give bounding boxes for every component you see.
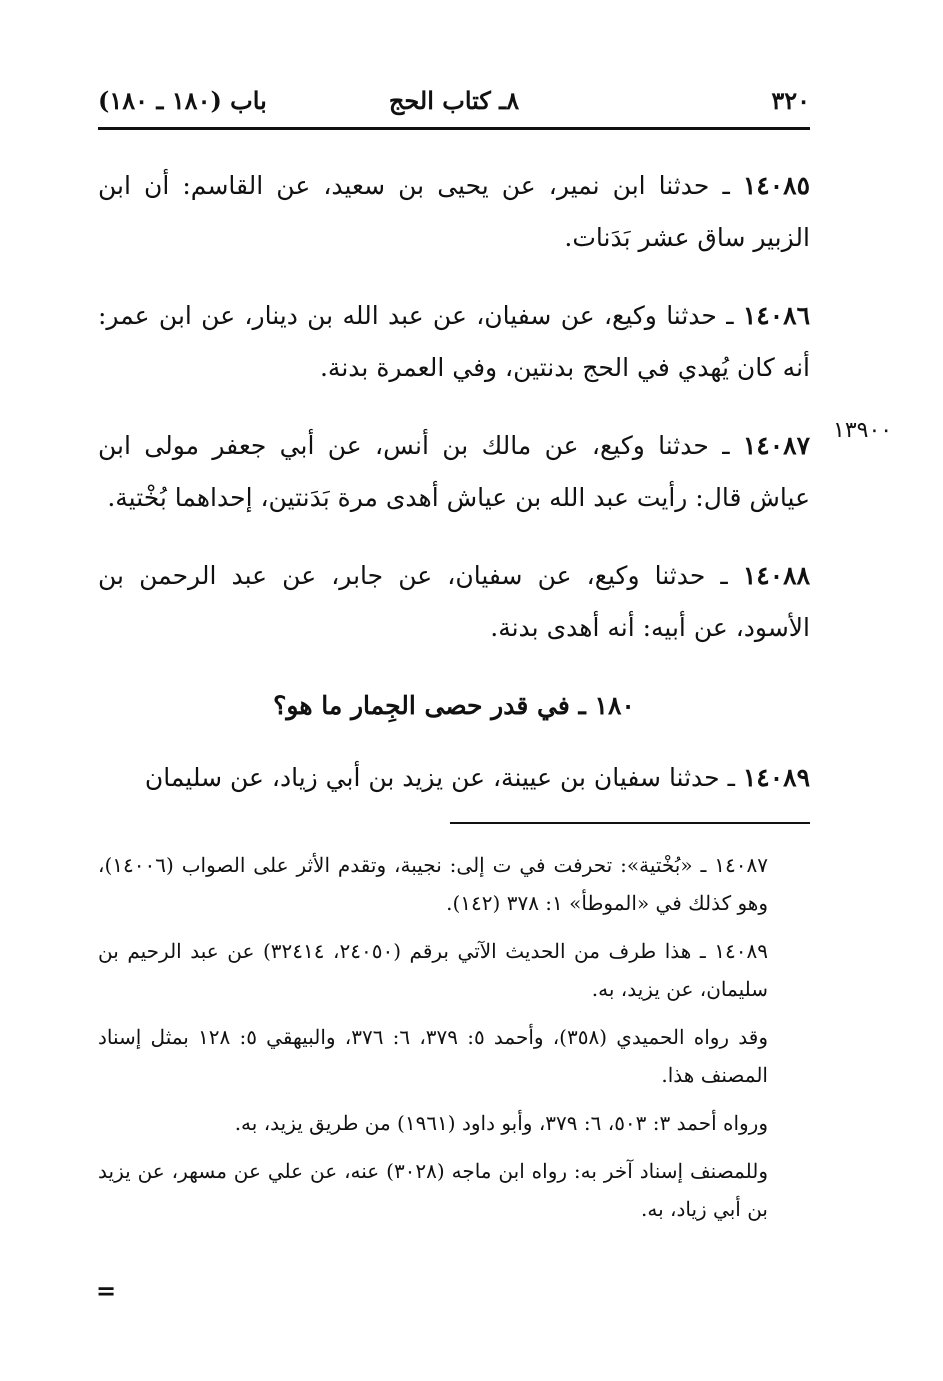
margin-number: ١٣٩٠٠ — [833, 418, 893, 443]
hadith-entry — [98, 550, 810, 654]
chapter-range: باب (١٨٠ ـ ١٨٠) — [98, 86, 267, 115]
footnotes — [98, 846, 810, 1238]
book-title: ٨ـ كتاب الحج — [388, 86, 520, 115]
hadith-text: ـ حدثنا سفيان بن عيينة، عن يزيد بن أبي زياد، عن سليمان — [144, 763, 743, 792]
footnote: ١٤٠٨٩ ـ هذا طرف من الحديث الآتي برقم (٢٤٠٥٠، ٣٢٤١٤) عن عبد الرحيم بن سليمان، عن يزيد، به. — [98, 939, 769, 1001]
hadith-text: ـ حدثنا وكيع، عن سفيان، عن عبد الله بن دينار، عن ابن عمر: أنه كان يُهدي في الحج بدنتين، وفي العمرة بدنة. — [98, 301, 810, 382]
footnote: وللمصنف إسناد آخر به: رواه ابن ماجه (٣٠٢٨) عنه، عن علي عن مسهر، عن يزيد بن أبي زياد، به. — [98, 1159, 768, 1221]
hadith-text: ـ حدثنا وكيع، عن سفيان، عن جابر، عن عبد الرحمن بن الأسود، عن أبيه: أنه أهدى بدنة. — [98, 561, 810, 642]
footnote: ورواه أحمد ٣: ٥٠٣، ٦: ٣٧٩، وأبو داود (١٩٦١) من طريق يزيد، به. — [234, 1111, 768, 1135]
hadith-number: ١٤٠٨٩ — [742, 763, 810, 792]
page-number: ٣٢٠ — [771, 86, 810, 115]
footnote: ١٤٠٨٧ ـ «بُخْتية»: تحرفت في ت إلى: نجيبة، وتقدم الأثر على الصواب (١٤٠٠٦)، وهو كذلك في «الموطأ» ١: ٣٧٨ (١٤٢). — [98, 853, 768, 915]
hadith-text: ـ حدثنا وكيع، عن مالك بن أنس، عن أبي جعفر مولى ابن عياش قال: رأيت عبد الله بن عياش أهدى مرة بَدَنتين، إحداهما بُخْتية. — [98, 431, 810, 512]
continuation-mark: = — [96, 1276, 117, 1305]
hadith-text: ـ حدثنا ابن نمير، عن يحيى بن سعيد، عن القاسم: أن ابن الزبير ساق عشر بَدَنات. — [98, 171, 810, 252]
hadith-number: ١٤٠٨٥ — [742, 171, 810, 200]
hadith-entry — [98, 420, 810, 524]
page-header — [98, 86, 810, 120]
hadith-entry — [98, 160, 810, 264]
header-rule — [98, 127, 810, 130]
footnote-rule — [450, 822, 810, 824]
hadith-entry — [98, 290, 810, 394]
main-text — [98, 160, 810, 830]
section-title: ١٨٠ ـ في قدر حصى الجِمار ما هو؟ — [273, 691, 635, 720]
hadith-number: ١٤٠٨٧ — [742, 431, 810, 460]
hadith-number: ١٤٠٨٦ — [742, 301, 810, 330]
hadith-number: ١٤٠٨٨ — [742, 561, 810, 590]
hadith-entry — [98, 752, 810, 804]
footnote: وقد رواه الحميدي (٣٥٨)، وأحمد ٥: ٣٧٩، ٦: ٣٧٦، والبيهقي ٥: ١٢٨ بمثل إسناد المصنف هذا. — [98, 1025, 768, 1087]
